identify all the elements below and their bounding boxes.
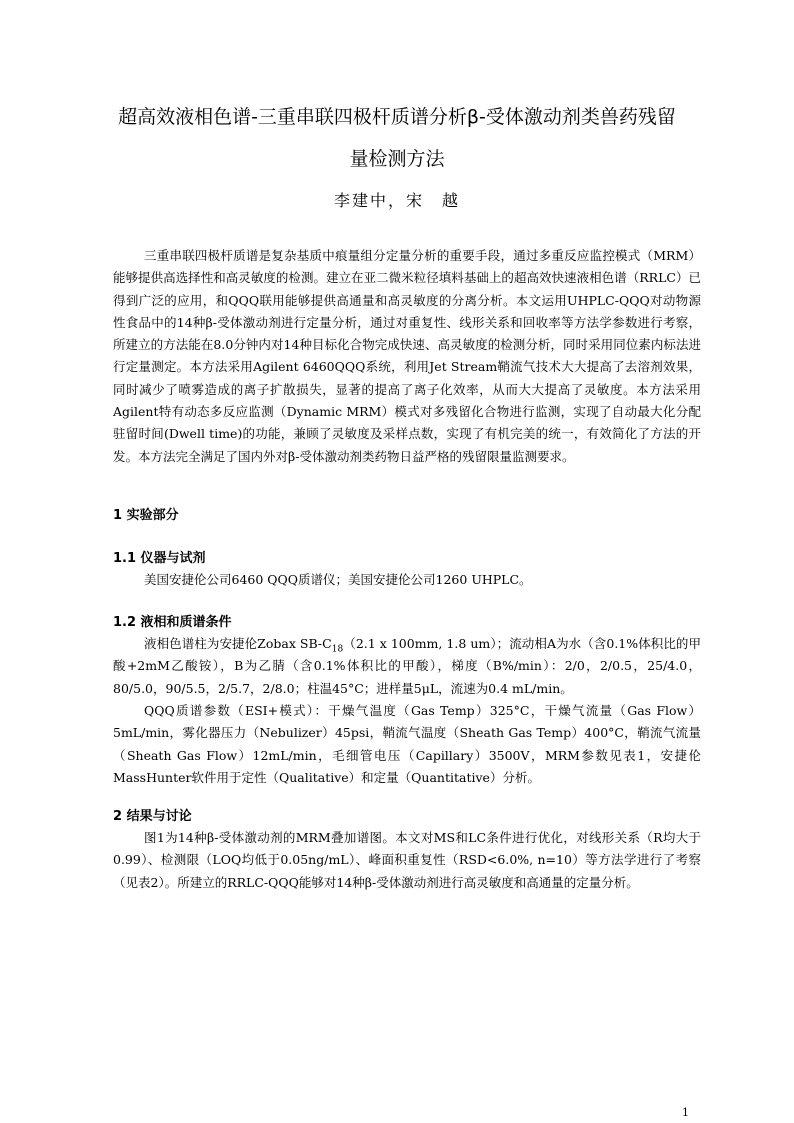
section-1-1-heading: 1.1 仪器与试剂 xyxy=(113,551,206,566)
section-2-heading: 2 结果与讨论 xyxy=(113,809,192,824)
section-2-text: 图1为14种β-受体激动剂的MRM叠加谱图。本文对MS和LC条件进行优化，对线形关系（R均大于0.99）、检测限（LOQ均低于0.05ng/mL）、峰面积重复性（RSD<6.0%, n=10）等方法学进行了考察（见表2）。所建立的RRLC-QQQ能够对14种β-受体激动剂进行高灵敏度和高通量的定量分析。 xyxy=(113,830,701,890)
c18-subscript: 18 xyxy=(331,644,344,655)
page-number: 1 xyxy=(682,1106,689,1119)
title-line-2: 量检测方法 xyxy=(349,148,445,170)
section-1-1-text: 美国安捷伦公司6460 QQQ质谱仪；美国安捷伦公司1260 UHPLC。 xyxy=(144,572,532,587)
lc-text-rest: （2.1 x 100mm, 1.8 um）；流动相A为水（含0.1%体积比的甲酸+2mM乙酸铵），B为乙腈（含0.1%体积比的甲酸），梯度（B%/min）：2/0，2/0.5，25/4.0，80/5.0，90/5.5，2/5.7，2/8.0；柱温45°C；进样量5μL，流速为0.4 mL/min。 xyxy=(113,636,701,696)
section-1-2-paragraph-2: QQQ质谱参数（ESI+模式）：干燥气温度（Gas Temp）325°C，干燥气流量（Gas Flow）5mL/min，雾化器压力（Nebulizer）45psi，鞘流气温度（Sheath Gas Temp）400°C，鞘流气流量（Sheath Gas Flow）12mL/min，毛细管电压（Capillary）3500V，MRM参数见表1，安捷伦MassHunter软件用于定性（Qualitative）和定量（Quantitative）分析。 xyxy=(113,703,701,785)
section-1-2-paragraph-1 xyxy=(113,633,701,700)
title-line-1: 超高效液相色谱-三重串联四极杆质谱分析β-受体激动剂类兽药残留 xyxy=(118,106,676,128)
authors: 李建中，宋 越 xyxy=(333,191,460,210)
section-1-2-heading: 1.2 液相和质谱条件 xyxy=(113,615,232,630)
lc-text-start: 液相色谱柱为安捷伦Zobax SB-C xyxy=(144,636,332,651)
section-1-heading: 1 实验部分 xyxy=(113,508,179,523)
abstract-paragraph: 三重串联四极杆质谱是复杂基质中痕量组分定量分析的重要手段，通过多重反应监控模式（MRM）能够提供高选择性和高灵敏度的检测。建立在亚二微米粒径填料基础上的超高效快速液相色谱（RRLC）已得到广泛的应用，和QQQ联用能够提供高通量和高灵敏度的分离分析。本文运用UHPLC-QQQ对动物源性食品中的14种β-受体激动剂进行定量分析，通过对重复性、线形关系和回收率等方法学参数进行考察，所建立的方法能在8.0分钟内对14种目标化合物完成快速、高灵敏度的检测分析，同时采用同位素内标法进行定量测定。本方法采用Agilent 6460QQQ系统，利用Jet Stream鞘流气技术大大提高了去溶剂效果，同时减少了喷雾造成的离子扩散损失，显著的提高了离子化效率，从而大大提高了灵敏度。本方法采用Agilent特有动态多反应监测（Dynamic MRM）模式对多残留化合物进行监测，实现了自动最大化分配驻留时间(Dwell time)的功能，兼顾了灵敏度及采样点数，实现了有机完美的统一，有效简化了方法的开发。本方法完全满足了国内外对β-受体激动剂类药物日益严格的残留限量监测要求。 xyxy=(113,248,701,464)
